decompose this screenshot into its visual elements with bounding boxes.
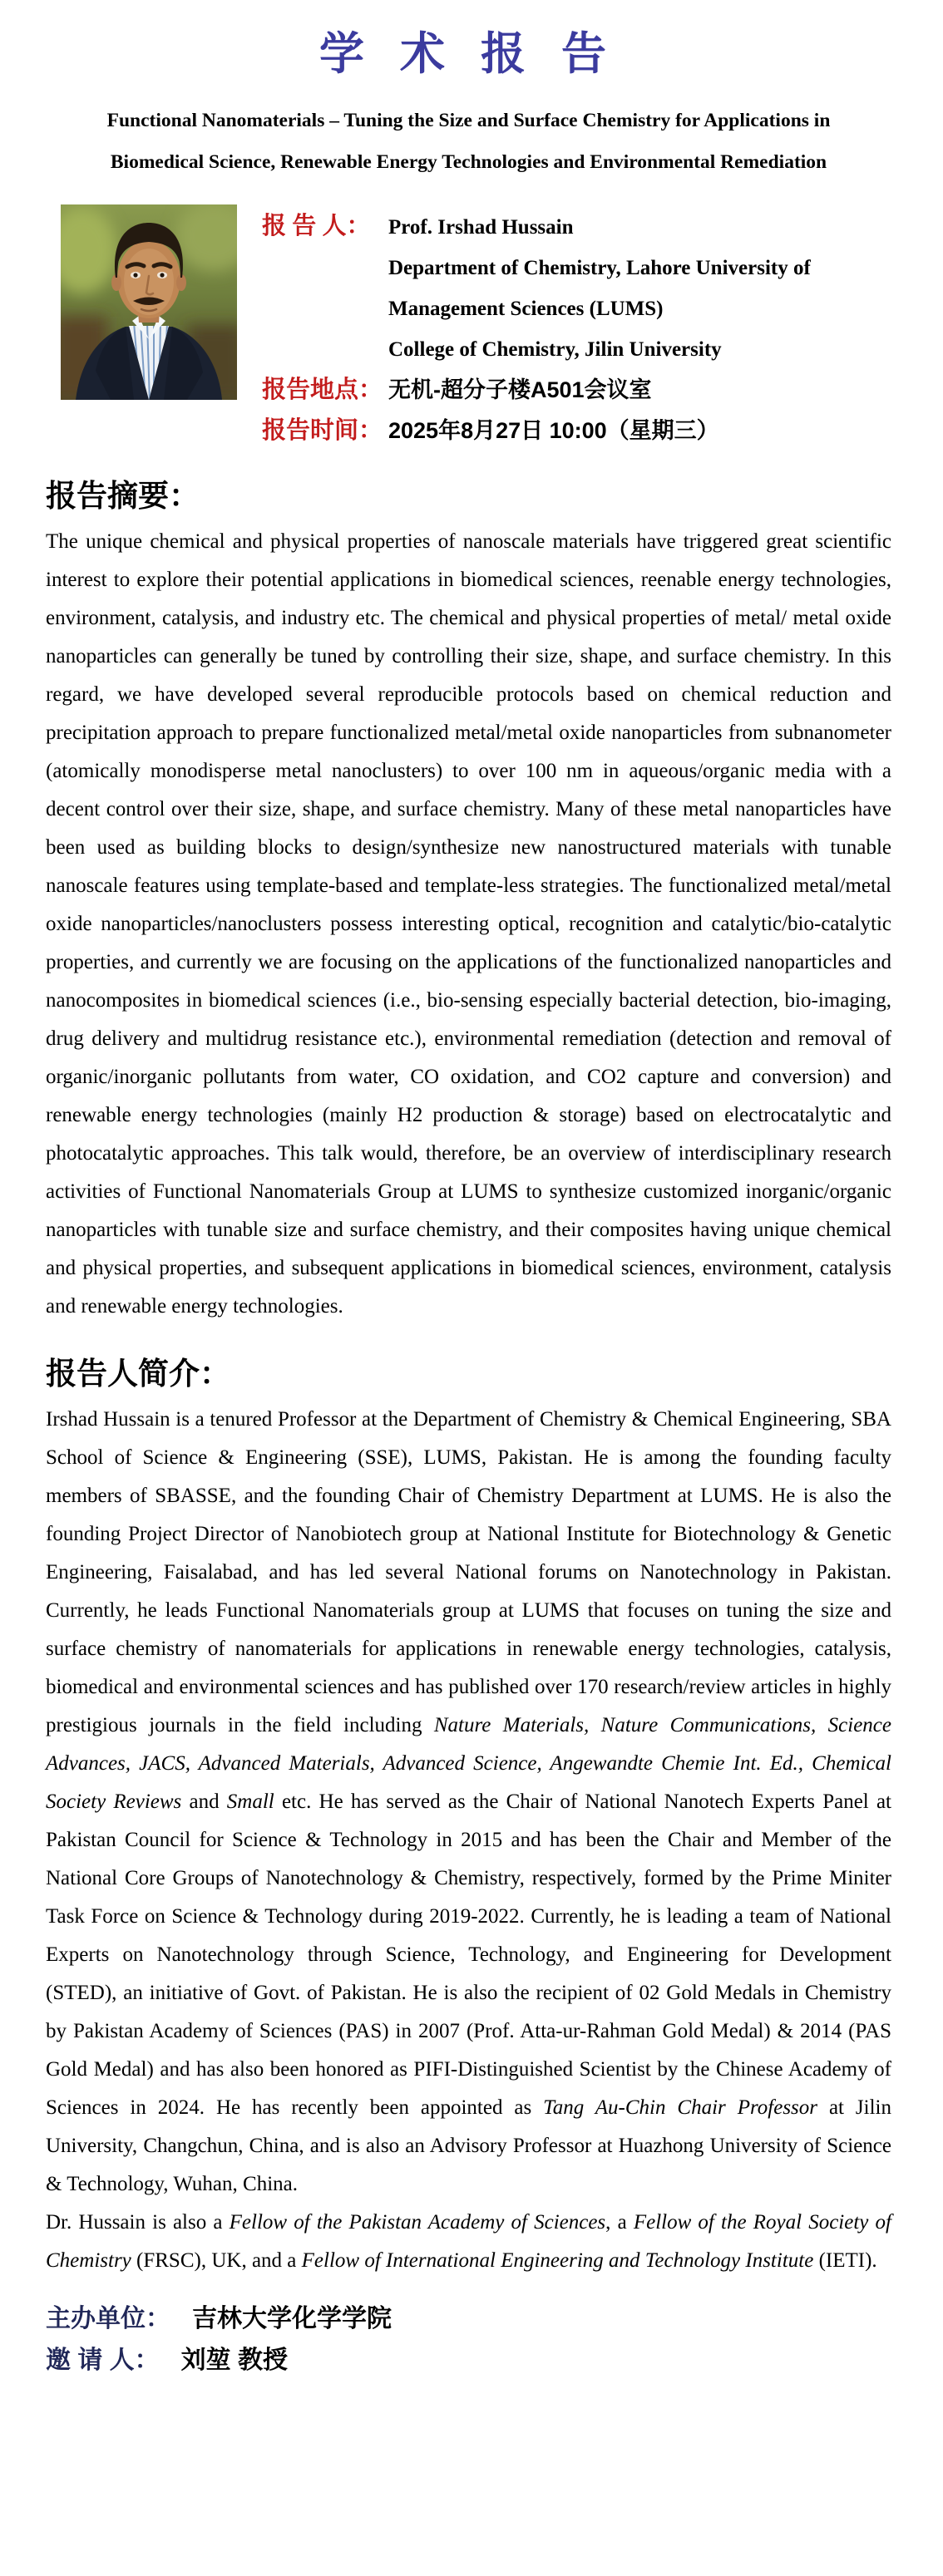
speaker-info [262,204,891,451]
speaker-row [262,206,891,248]
abstract-text: The unique chemical and physical properties of nanoscale materials have triggered great scientific interest to explore their potential applications in biomedical sciences, reenable energy technologies, environment, catalysis, and industry etc. The chemical and physical properties of metal/ metal oxide nanoparticles can generally be tuned by controlling their size, shape, and surface chemistry. In this regard, we have developed several reproducible protocols based on chemical reduction and precipitation approach to prepare functionalized metal/metal oxide nanoparticles from subnanometer (atomically monodisperse metal nanoclusters) to over 100 nm in aqueous/organic media with a decent control over their size, shape, and surface chemistry. Many of these metal nanoparticles have been used as building blocks to design/synthesize new nanostructured materials with tunable nanoscale features using template-based and template-less strategies. The functionalized metal/metal oxide nanoparticles/nanoclusters possess interesting optical, recognition and catalytic/bio-catalytic properties, and currently we are focusing on the applications of the functionalized nanoparticles and nanocomposites in biomedical sciences (i.e., bio-sensing especially bacterial detection, bio-imaging, drug delivery and multidrug resistance etc.), environmental remediation (detection and removal of organic/inorganic pollutants from water, CO oxidation, and CO2 capture and conversion) and renewable energy technologies (mainly H2 production & storage) based on electrocatalytic and photocatalytic approaches. This talk would, therefore, be an overview of interdisciplinary research activities of Functional Nanomaterials Group at LUMS to synthesize customized inorganic/organic nanoparticles with tunable size and surface chemistry, and their composites having unique chemical and physical properties, and subsequent applications in biomedical sciences, environment, catalysis and renewable energy technologies. [46,530,891,1318]
affiliation-line-1: Department of Chemistry, Lahore University of [388,257,811,280]
affiliation-row [262,288,891,329]
affiliation-line-3: College of Chemistry, Jilin University [388,338,722,362]
host-row [46,2298,891,2340]
bio-heading: 报告人简介： [46,1357,230,1391]
footer-section [46,2298,891,2381]
venue-value: 无机-超分子楼A501会议室 [388,377,652,403]
abstract-heading: 报告摘要： [46,479,200,514]
affiliation-row [262,248,891,288]
bio-paragraph-2: Dr. Hussain is also a Fellow of the Pakistan Academy of Sciences, a Fellow of the Royal Society of Chemistry (FRSC), UK, and a Fellow of International Engineering and Technology Institute (IETI). [46,2211,891,2273]
host-label: 主办单位： [46,2305,170,2333]
speaker-section [46,204,891,451]
speaker-photo-illustration [61,204,237,400]
speaker-name: Prof. Irshad Hussain [388,216,574,239]
time-value: 2025年8月27日 10:00（星期三） [388,418,719,444]
venue-row [262,370,891,411]
inviter-label: 邀 请 人： [46,2347,160,2375]
affiliation-row [262,329,891,370]
affiliation-line-2: Management Sciences (LUMS) [388,298,664,321]
inviter-value: 刘堃 教授 [180,2347,289,2375]
bio-paragraph-1: Irshad Hussain is a tenured Professor at the Department of Chemistry & Chemical Engineering, SBA School of Science & Engineering (SSE), LUMS, Pakistan. He is among the founding faculty members of SBASSE, and the founding Chair of Chemistry Department at LUMS. He is also the founding Project Director of Nanobiotech group at National Institute for Biotechnology & Genetic Engineering, Faisalabad, and has led several National forums on Nanotechnology in Pakistan. Currently, he leads Functional Nanomaterials group at LUMS that focuses on tuning the size and surface chemistry of nanomaterials for applications in renewable energy technologies, catalysis, biomedical and environmental sciences and has published over 170 research/review articles in highly prestigious journals in the field including Nature Materials, Nature Communications, Science Advances, JACS, Advanced Materials, Advanced Science, Angewandte Chemie Int. Ed., Chemical Society Reviews and Small etc. He has served as the Chair of National Nanotech Experts Panel at Pakistan Council for Science & Technology in 2015 and has been the Chair and Member of the National Core Groups of Nanotechnology & Chemistry, respectively, formed by the Prime Miniter Task Force on Science & Technology during 2019-2022. Currently, he is leading a team of National Experts on Nanotechnology through Science, Technology, and Engineering for Development (STED), an initiative of Govt. of Pakistan. He is also the recipient of 02 Gold Medals in Chemistry by Pakistan Academy of Sciences (PAS) in 2007 (Prof. Atta-ur-Rahman Gold Medal) & 2014 (PAS Gold Medal) and has also been honored as PIFI-Distinguished Scientist by the Chinese Academy of Sciences in 2024. He has recently been appointed as Tang Au-Chin Chair Professor at Jilin University, Changchun, China, and is also an Advisory Professor at Huazhong University of Science & Technology, Wuhan, China. [46,1408,891,2196]
inviter-row [46,2340,891,2381]
time-label: 报告时间： [262,417,383,445]
venue-label: 报告地点： [262,377,383,404]
speaker-photo [61,204,237,400]
host-value: 吉林大学化学学院 [192,2305,392,2333]
speaker-label: 报 告 人： [262,213,371,240]
page-title: 学 术 报 告 [318,29,618,79]
time-row [262,411,891,451]
talk-title: Functional Nanomaterials – Tuning the Size and Surface Chemistry for Applications in Biomedical Science, Renewable Energy Technologies and Environmental Remediation [106,110,831,174]
